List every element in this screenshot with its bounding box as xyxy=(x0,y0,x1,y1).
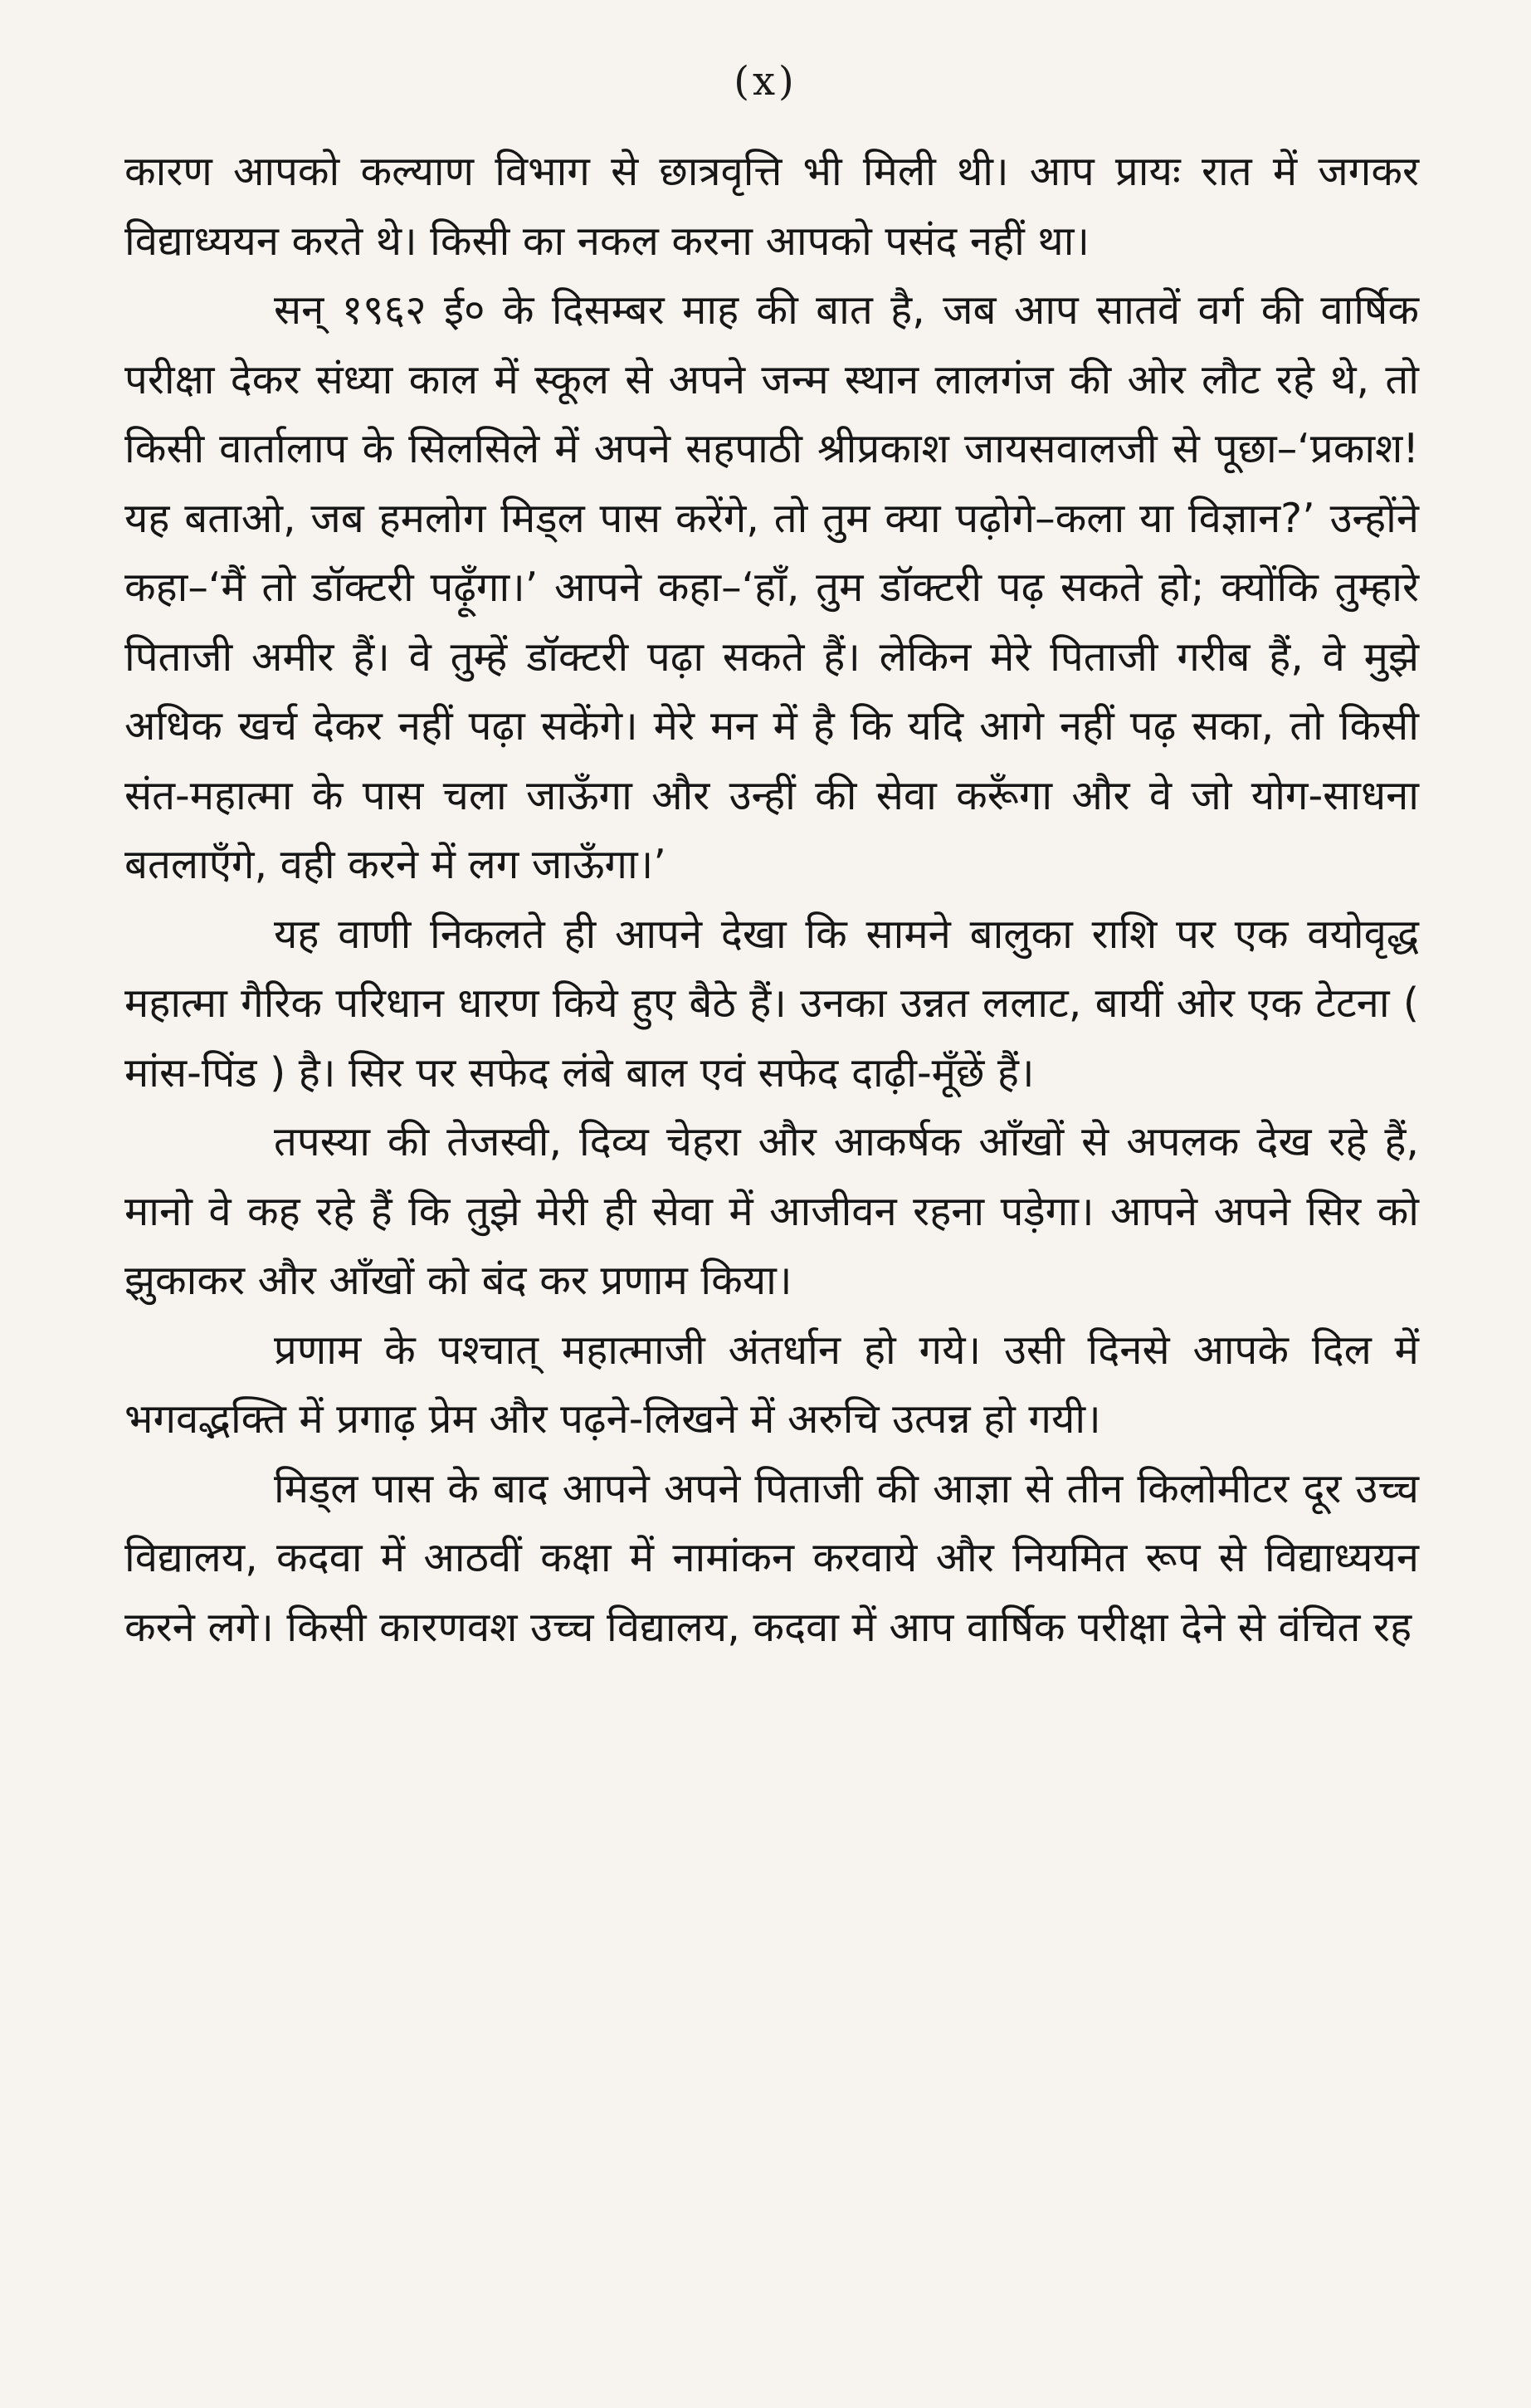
page-number: (x) xyxy=(734,58,797,105)
paragraph-5: प्रणाम के पश्चात् महात्माजी अंतर्धान हो गये। उसी दिनसे आपके दिल में भगवद्भक्ति में प्रगाढ़ प्रेम और पढ़ने-लिखने में अरुचि उत्पन्न हो गयी। xyxy=(124,1326,1419,1443)
paragraph-4: तपस्या की तेजस्वी, दिव्य चेहरा और आकर्षक आँखों से अपलक देख रहे हैं, मानो वे कह रहे हैं कि तुझे मेरी ही सेवा में आजीवन रहना पड़ेगा। आपने अपने सिर को झुकाकर और आँखों को बंद कर प्रणाम किया। xyxy=(124,1118,1419,1304)
paragraph-6: मिड्ल पास के बाद आपने अपने पिताजी की आज्ञा से तीन किलोमीटर दूर उच्च विद्यालय, कदवा में आठवीं कक्षा में नामांकन करवाये और नियमित रूप से विद्याध्ययन करने लगे। किसी कारणवश उच्च विद्यालय, कदवा में आप वार्षिक परीक्षा देने से वंचित रह xyxy=(124,1464,1419,1651)
paragraph-1: कारण आपको कल्याण विभाग से छात्रवृत्ति भी मिली थी। आप प्रायः रात में जगकर विद्याध्ययन करते थे। किसी का नकल करना आपको पसंद नहीं था। xyxy=(124,148,1419,265)
paragraph-3: यह वाणी निकलते ही आपने देखा कि सामने बालुका राशि पर एक वयोवृद्ध महात्मा गैरिक परिधान धारण किये हुए बैठे हैं। उनका उन्नत ललाट, बायीं ओर एक टेटना ( मांस-पिंड ) है। सिर पर सफेद लंबे बाल एवं सफेद दाढ़ी-मूँछें हैं। xyxy=(124,910,1419,1097)
paragraph-2: सन् १९६२ ई० के दिसम्बर माह की बात है, जब आप सातवें वर्ग की वार्षिक परीक्षा देकर संध्या काल में स्कूल से अपने जन्म स्थान लालगंज की ओर लौट रहे थे, तो किसी वार्तालाप के सिलसिले में अपने सहपाठी श्रीप्रकाश जायसवालजी से पूछा–‘प्रकाश! यह बताओ, जब हमलोग मिड्ल पास करेंगे, तो तुम क्या पढ़ोगे–कला या विज्ञान?’ उन्होंने कहा–‘मैं तो डॉक्टरी पढ़ूँगा।’ आपने कहा–‘हाँ, तुम डॉक्टरी पढ़ सकते हो; क्योंकि तुम्हारे पिताजी अमीर हैं। वे तुम्हें डॉक्टरी पढ़ा सकते हैं। लेकिन मेरे पिताजी गरीब हैं, वे मुझे अधिक खर्च देकर नहीं पढ़ा सकेंगे। मेरे मन में है कि यदि आगे नहीं पढ़ सका, तो किसी संत-महात्मा के पास चला जाऊँगा और उन्हीं की सेवा करूँगा और वे जो योग-साधना बतलाएँगे, वही करने में लग जाऊँगा।’ xyxy=(124,286,1419,888)
body-text xyxy=(124,137,1419,1662)
